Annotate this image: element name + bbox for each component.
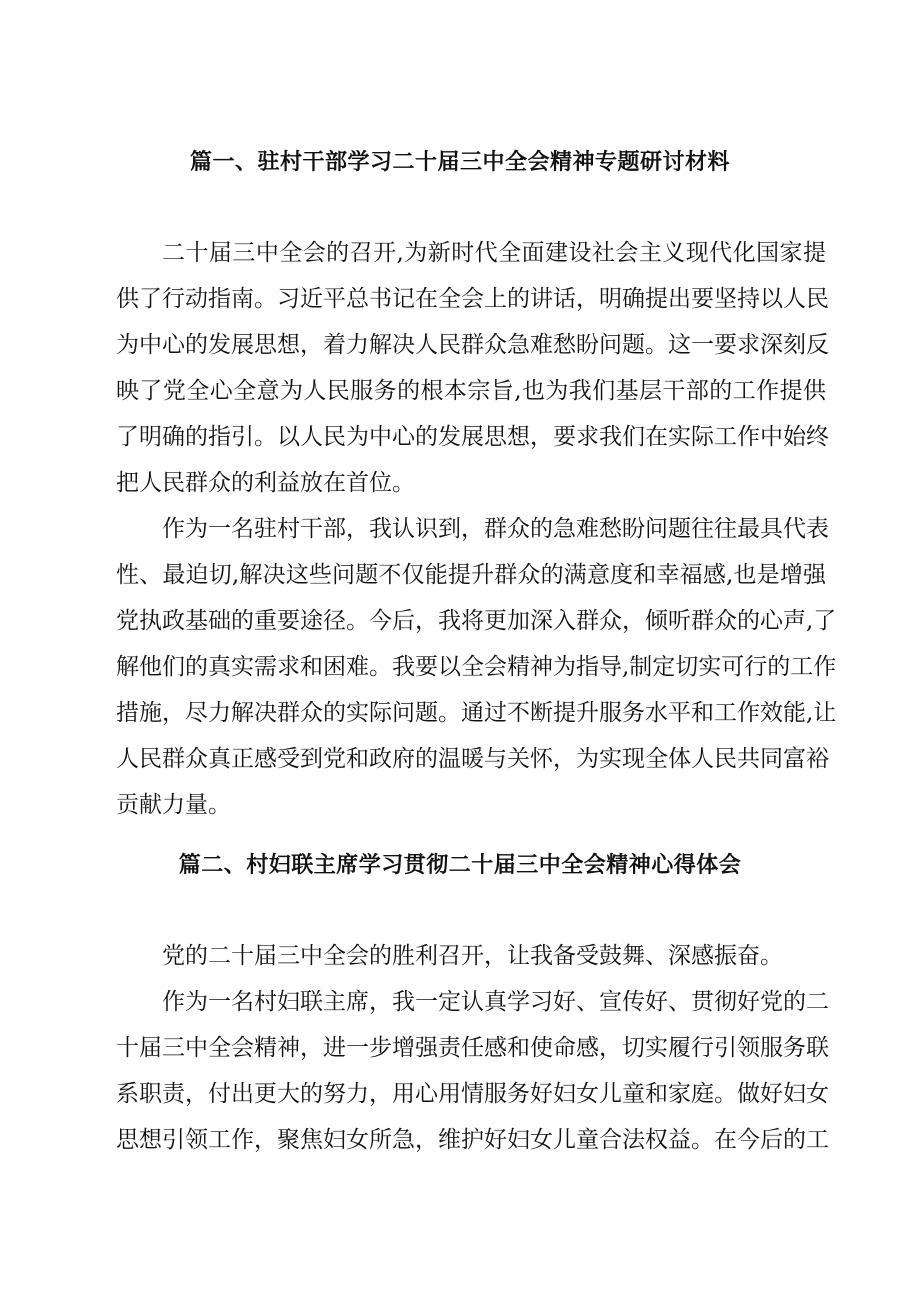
paragraph-line: 映了党全心全意为人民服务的根本宗旨,也为我们基层干部的工作提供 [116, 378, 826, 404]
paragraph-line: 党执政基础的重要途径。今后，我将更加深入群众，倾听群众的心声,了 [116, 608, 837, 634]
paragraph-line: 二十届三中全会的召开,为新时代全面建设社会主义现代化国家提 [162, 240, 826, 266]
paragraph-line: 作为一名驻村干部，我认识到，群众的急难愁盼问题往往最具代表 [162, 516, 829, 542]
paragraph-line: 人民群众真正感受到党和政府的温暖与关怀，为实现全体人民共同富裕 [116, 746, 829, 772]
paragraph-line: 思想引领工作，聚焦妇女所急，维护好妇女儿童合法权益。在今后的工 [116, 1127, 829, 1153]
section-title: 篇一、驻村干部学习二十届三中全会精神专题研讨材料 [189, 150, 730, 175]
paragraph-line: 为中心的发展思想，着力解决人民群众急难愁盼问题。这一要求深刻反 [116, 332, 829, 358]
paragraph-line: 解他们的真实需求和困难。我要以全会精神为指导,制定切实可行的工作 [116, 654, 837, 680]
paragraph-line: 措施，尽力解决群众的实际问题。通过不断提升服务水平和工作效能,让 [116, 700, 837, 726]
paragraph-line: 作为一名村妇联主席，我一定认真学习好、宣传好、贯彻好党的二 [162, 989, 829, 1015]
section-title: 篇二、村妇联主席学习贯彻二十届三中全会精神心得体会 [178, 853, 742, 878]
paragraph-line: 贡献力量。 [116, 792, 231, 818]
paragraph-line: 系职责，付出更大的努力，用心用情服务好妇女儿童和家庭。做好妇女 [116, 1081, 829, 1107]
paragraph-line: 供了行动指南。习近平总书记在全会上的讲话，明确提出要坚持以人民 [116, 286, 829, 312]
paragraph-line: 十届三中全会精神，进一步增强责任感和使命感，切实履行引领服务联 [116, 1035, 829, 1061]
paragraph-line: 党的二十届三中全会的胜利召开，让我备受鼓舞、深感振奋。 [162, 943, 783, 969]
paragraph-line: 性、最迫切,解决这些问题不仅能提升群众的满意度和幸福感,也是增强 [116, 562, 826, 588]
paragraph-line: 把人民群众的利益放在首位。 [116, 470, 415, 496]
paragraph-line: 了明确的指引。以人民为中心的发展思想，要求我们在实际工作中始终 [116, 424, 829, 450]
